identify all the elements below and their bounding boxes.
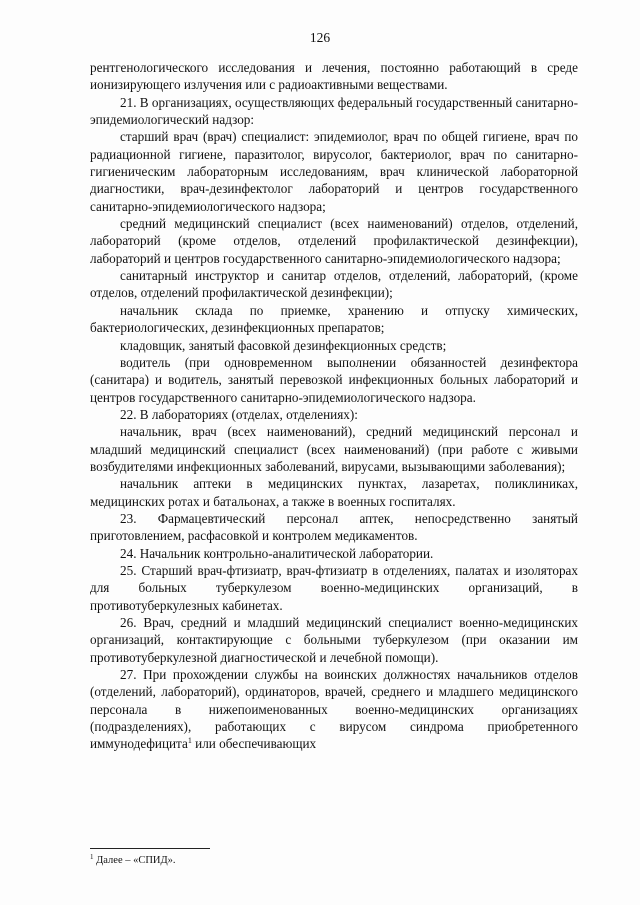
page-number: 126: [309, 30, 331, 45]
paragraph-22-staff: начальник, врач (всех наименований), средний медицинский персонал и младший медицинский специалист (всех наименований) (при работе с живыми возбудителями инфекционных заболеваний, вирусами, вызывающими заболевания);: [90, 424, 578, 474]
paragraph-21-warehouse-head: начальник склада по приемке, хранению и отпуску химических, бактериологических, дезинфекционных препаратов;: [90, 302, 578, 336]
footnote-text: Далее – «СПИД».: [93, 855, 176, 866]
paragraph-25: 25. Старший врач-фтизиатр, врач-фтизиатр в отделениях, палатах и изоляторах для больных туберкулезом военно-медицинских организаций, в противотуберкулезных кабинетах.: [90, 562, 578, 613]
paragraph-26: 26. Врач, средний и младший медицинский специалист военно-медицинских организаций, контактирующие с больными туберкулезом (при оказании им противотуберкулезной диагностической и лечебной помощи).: [90, 615, 578, 665]
paragraph-24: 24. Начальник контрольно-аналитической лаборатории.: [120, 545, 434, 561]
footnote-marker: 1: [90, 853, 94, 861]
paragraph-21-driver: водитель (при одновременном выполнении обязанностей дезинфектора (санитара) и водитель, занятый перевозкой инфекционных больных лабораторий и центров государственного санитарно-эпидемиологического надзора.: [90, 354, 578, 405]
paragraph-27: [90, 666, 578, 753]
footnote: [90, 855, 176, 866]
paragraph-22: 22. В лабораториях (отделах, отделениях):: [120, 406, 358, 422]
paragraph-21-middle-specialist: средний медицинский специалист (всех наименований) отделов, отделений, лабораторий (кроме отделов, отделений профилактической дезинфекции), лабораторий и центров государственного санитарно-эпидемиологического надзора;: [90, 216, 578, 266]
paragraph-27-tail: или обеспечивающих: [191, 736, 317, 752]
paragraph-continuation: рентгенологического исследования и лечения, постоянно работающий в среде ионизирующего излучения или с радиоактивными веществами.: [90, 60, 578, 93]
paragraph-27-text: 27. При прохождении службы на воинских должностях начальников отделов (отделений, лабораторий), ординаторов, врачей, среднего и младшего медицинского персонала в нижепоименованных военно-медицинских организациях (подразделениях), работающих с вирусом синдрома приобретенного иммунодефицита: [90, 667, 578, 752]
paragraph-21: 21. В организациях, осуществляющих федеральный государственный санитарно-эпидемиологический надзор:: [90, 94, 578, 128]
document-body: [90, 59, 578, 753]
paragraph-22-pharmacy-head: начальник аптеки в медицинских пунктах, лазаретах, поликлиниках, медицинских ротах и батальонах, а также в военных госпиталях.: [90, 476, 578, 509]
footnote-reference: 1: [187, 736, 192, 746]
paragraph-23: 23. Фармацевтический персонал аптек, непосредственно занятый приготовлением, расфасовкой и контролем медикаментов.: [90, 510, 578, 544]
paragraph-21-senior-doctor: старший врач (врач) специалист: эпидемиолог, врач по общей гигиене, врач по радиационной гигиене, паразитолог, вирусолог, бактериолог, врач по санитарно-гигиеническим лабораторным исследованиям, врач клинической лабораторной диагностики, врач-дезинфектолог лабораторий и центров государственного санитарно-эпидемиологического надзора;: [90, 129, 578, 214]
paragraph-21-storekeeper: кладовщик, занятый фасовкой дезинфекционных средств;: [120, 337, 447, 353]
paragraph-21-sanitary-instructor: санитарный инструктор и санитар отделов, отделений, лабораторий, (кроме отделов, отделений профилактической дезинфекции);: [90, 268, 578, 301]
footnote-divider: [90, 848, 210, 849]
